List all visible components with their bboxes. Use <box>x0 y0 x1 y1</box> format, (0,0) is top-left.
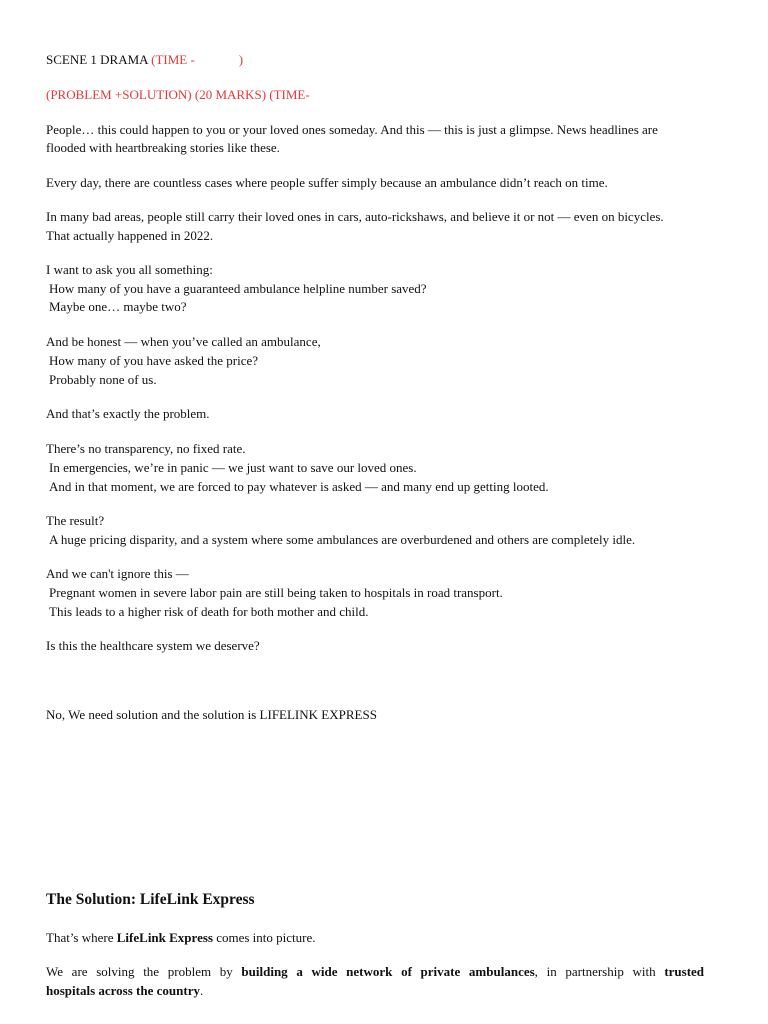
paragraph-line: This leads to a higher risk of death for both mother and child. <box>49 604 369 619</box>
scene-label: SCENE 1 DRAMA <box>46 52 152 67</box>
solution-paragraph-line: We are solving the problem by building a wide network of private ambulances, in partnership with trusted <box>46 964 705 979</box>
paragraph-line: And that’s exactly the problem. <box>46 406 210 421</box>
solution-paragraph-line: hospitals across the country. <box>46 983 204 998</box>
paragraph-line: No, We need solution and the solution is LIFELINK EXPRESS <box>46 707 377 722</box>
paragraph-line: And in that moment, we are forced to pay whatever is asked — and many end up getting looted. <box>49 479 549 494</box>
paragraph-line: And we can't ignore this — <box>46 566 189 581</box>
paragraph-line: How many of you have asked the price? <box>49 353 259 368</box>
paragraph-line: Probably none of us. <box>49 372 157 387</box>
paragraph-line: Maybe one… maybe two? <box>49 299 187 314</box>
paragraph-line: flooded with heartbreaking stories like these. <box>46 140 280 155</box>
paragraph-line: The result? <box>46 513 105 528</box>
paragraph-line: Is this the healthcare system we deserve? <box>46 638 260 653</box>
solution-intro: That’s where LifeLink Express comes into picture. <box>46 930 316 945</box>
problem-solution-line: (PROBLEM +SOLUTION) (20 MARKS) (TIME- <box>46 87 310 102</box>
time-open: (TIME - <box>151 52 195 67</box>
paragraph-line: I want to ask you all something: <box>46 262 213 277</box>
paragraph-line: There’s no transparency, no fixed rate. <box>46 441 246 456</box>
paragraph-line: Pregnant women in severe labor pain are still being taken to hospitals in road transport. <box>49 585 503 600</box>
paragraph-line: People… this could happen to you or your loved ones someday. And this — this is just a glimpse. News headlines are <box>46 122 658 137</box>
paragraph-line: In emergencies, we’re in panic — we just want to save our loved ones. <box>49 460 417 475</box>
solution-heading: The Solution: LifeLink Express <box>46 891 255 908</box>
paragraph-line: In many bad areas, people still carry their loved ones in cars, auto-rickshaws, and believe it or not — even on bicycles. <box>46 209 664 224</box>
scene-title <box>46 50 243 69</box>
paragraph-line: Every day, there are countless cases where people suffer simply because an ambulance didn’t reach on time. <box>46 175 608 190</box>
paragraph-line: That actually happened in 2022. <box>46 228 214 243</box>
brand-name: LifeLink Express <box>116 930 213 945</box>
paragraph-line: And be honest — when you’ve called an ambulance, <box>46 334 321 349</box>
paragraph-line: A huge pricing disparity, and a system where some ambulances are overburdened and others are completely idle. <box>49 532 636 547</box>
paragraph-line: How many of you have a guaranteed ambulance helpline number saved? <box>49 281 427 296</box>
time-close: ) <box>238 52 244 67</box>
